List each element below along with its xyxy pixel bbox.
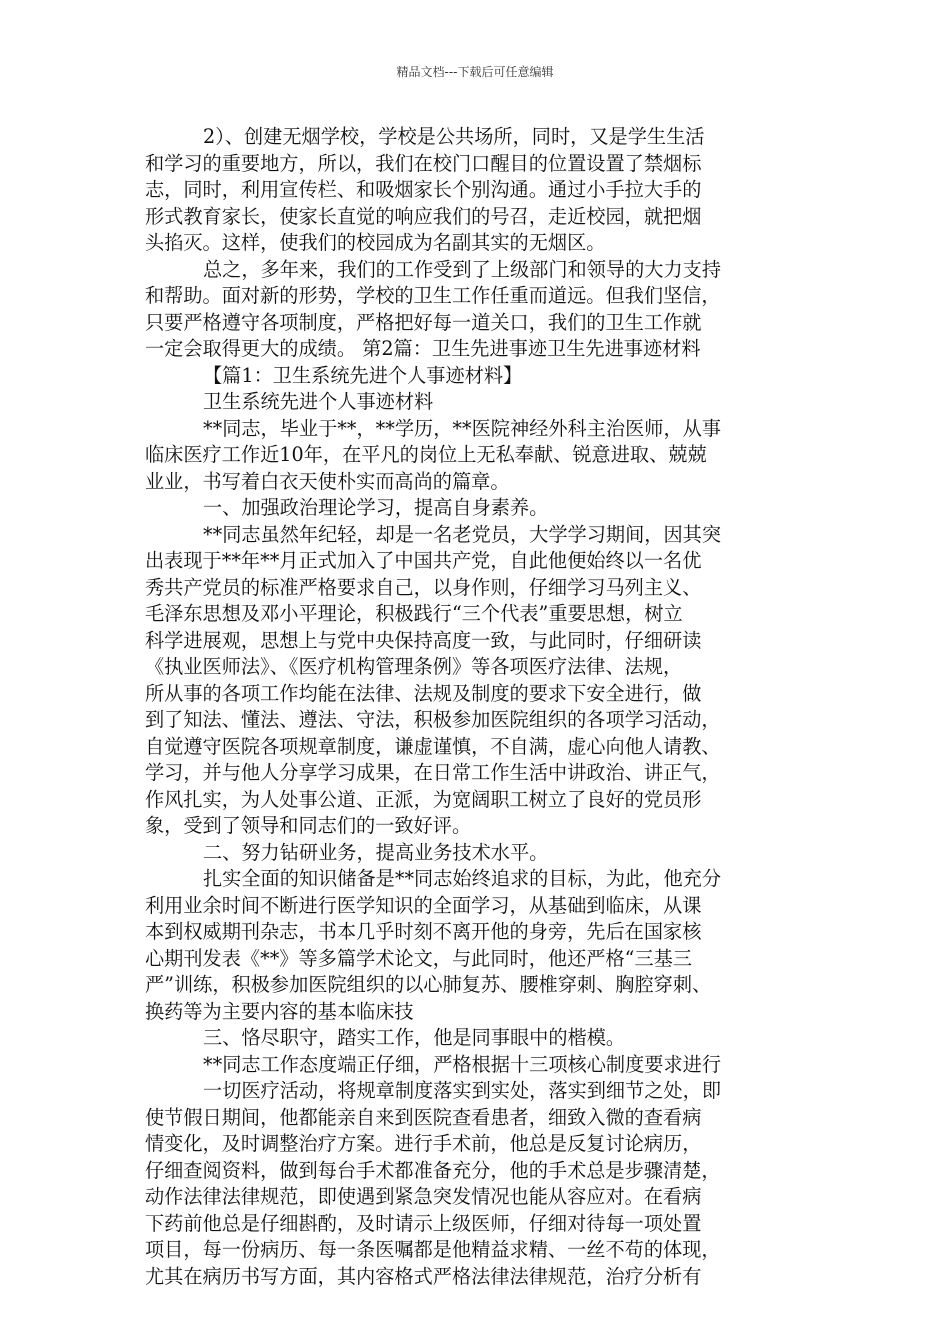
text-line: 和帮助。面对新的形势，学校的卫生工作任重而道远。但我们坚信， [145,284,721,307]
text-line: 本到权威期刊杂志，书本几乎时刻不离开他的身旁，先后在国家核 [145,920,702,943]
text-line: 一切医疗活动，将规章制度落实到实处，落实到细节之处，即 [203,1079,722,1102]
text-line: 使节假日期间，他都能亲自来到医院查看患者，细致入微的查看病 [145,1105,702,1129]
text-line: 三、恪尽职守，踏实工作，他是同事眼中的楷模。 [203,1026,626,1049]
text-line: **同志工作态度端正仔细，严格根据十三项核心制度要求进行 [203,1052,722,1076]
text-line: 志，同时，利用宣传栏、和吸烟家长个别沟通。通过小手拉大手的 [145,178,702,201]
text-line: 扎实全面的知识储备是**同志始终追求的目标，为此，他充分 [203,867,722,890]
text-line: 换药等为主要内容的基本临床技 [145,999,414,1023]
text-line: 毛泽东思想及邓小平理论，积极践行“三个代表”重要思想，树立 [145,602,683,625]
text-line: 头掐灭。这样，使我们的校园成为名副其实的无烟区。 [145,231,606,254]
text-line: 临床医疗工作近10年，在平凡的岗位上无私奉献、锐意进取、兢兢 [145,443,707,466]
text-line: 作风扎实，为人处事公道、正派，为宽阔职工树立了良好的党员形 [145,787,702,811]
text-line: 项目，每一份病历、每一条医嘱都是他精益求精、一丝不苟的体现， [145,1238,721,1261]
text-line: 一定会取得更大的成绩。 第2篇：卫生先进事迹卫生先进事迹材料 [145,337,701,360]
text-line: 一、加强政治理论学习，提高自身素养。 [203,496,549,519]
document-body [145,124,815,1290]
text-line: 情变化，及时调整治疗方案。进行手术前，他总是反复讨论病历， [145,1132,702,1155]
text-line: 形式教育家长，使家长直觉的响应我们的号召，走近校园，就把烟 [145,204,702,228]
text-line: 【篇1：卫生系统先进个人事迹材料】 [203,363,523,387]
text-line: 象，受到了领导和同志们的一致好评。 [145,814,472,837]
page-header: 精品文档---下载后可任意编辑 [396,65,554,79]
text-line: 只要严格遵守各项制度，严格把好每一道关口，我们的卫生工作就 [145,310,702,334]
text-line: 二、努力钻研业务，提高业务技术水平。 [203,840,549,864]
text-line: 2）、创建无烟学校，学校是公共场所，同时，又是学生生活 [203,125,705,148]
text-line: 卫生系统先进个人事迹材料 [203,390,434,413]
text-line: 仔细查阅资料，做到每台手术都准备充分，他的手术总是步骤清楚， [145,1158,721,1182]
text-line: 心期刊发表《**》等多篇学术论文，与此同时，他还严格“三基三 [145,946,693,970]
text-line: 动作法律法律规范，即使遇到紧急突发情况也能从容应对。在看病 [145,1185,702,1208]
text-line: 秀共产党员的标准严格要求自己，以身作则，仔细学习马列主义、 [145,575,702,599]
text-line: 严”训练，积极参加医院组织的以心肺复苏、腰椎穿刺、胸腔穿刺、 [145,973,712,996]
text-line: 出表现于**年**月正式加入了中国共产党，自此他便始终以一名优 [145,549,702,572]
text-line: 利用业余时间不断进行医学知识的全面学习，从基础到临床，从课 [145,893,702,917]
text-line: **同志虽然年纪轻，却是一名老党员，大学学习期间，因其突 [203,522,722,546]
text-line: 到了知法、懂法、遵法、守法，积极参加医院组织的各项学习活动， [145,708,721,731]
text-line: 总之，多年来，我们的工作受到了上级部门和领导的大力支持 [203,257,722,281]
text-line: **同志，毕业于**，**学历，**医院神经外科主治医师，从事 [203,416,722,440]
text-line: 自觉遵守医院各项规章制度，谦虚谨慎，不自满，虚心向他人请教、 [145,734,721,758]
text-line: 尤其在病历书写方面，其内容格式严格法律法律规范，治疗分析有 [145,1264,702,1288]
text-line: 《执业医师法》、《医疗机构管理条例》等各项医疗法律、法规， [145,655,683,678]
text-line: 科学进展观，思想上与党中央保持高度一致，与此同时，仔细研读 [145,628,702,652]
text-line: 下药前他总是仔细斟酌，及时请示上级医师，仔细对待每一项处置 [145,1211,702,1235]
text-line: 学习，并与他人分享学习成果，在日常工作生活中讲政治、讲正气， [145,761,721,784]
text-line: 所从事的各项工作均能在法律、法规及制度的要求下安全进行，做 [145,681,702,705]
text-line: 业业，书写着白衣天使朴实而高尚的篇章。 [145,469,510,493]
text-line: 和学习的重要地方，所以，我们在校门口醒目的位置设置了禁烟标 [145,151,702,175]
